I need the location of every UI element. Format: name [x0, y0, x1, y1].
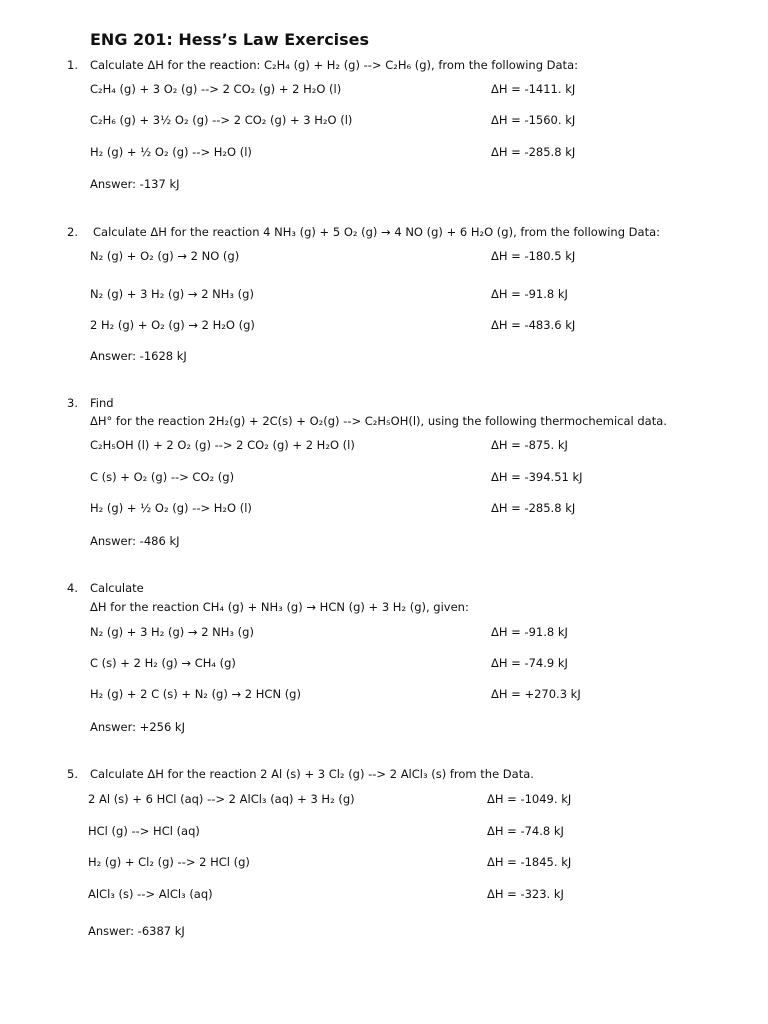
problem-3-dh-3: ΔH = -285.8 kJ — [491, 501, 576, 515]
problem-1-eq-2: C₂H₆ (g) + 3½ O₂ (g) --> 2 CO₂ (g) + 3 H₂O (l) — [90, 113, 353, 127]
problem-2-answer: Answer: -1628 kJ — [90, 349, 187, 363]
problem-3-dh-2: ΔH = -394.51 kJ — [491, 470, 583, 484]
problem-1-dh-2: ΔH = -1560. kJ — [491, 113, 576, 127]
problem-1-prompt: Calculate ΔH for the reaction: C₂H₄ (g) + H₂ (g) --> C₂H₆ (g), from the following Data: — [90, 58, 578, 72]
problem-2-dh-2: ΔH = -91.8 kJ — [491, 287, 568, 301]
problem-3-prompt-2: ΔH° for the reaction 2H₂(g) + 2C(s) + O₂(g) --> C₂H₅OH(l), using the following thermochemical data. — [90, 414, 667, 428]
problem-4-dh-2: ΔH = -74.9 kJ — [491, 656, 568, 670]
problem-1-number: 1. — [67, 58, 78, 72]
problem-1-answer: Answer: -137 kJ — [90, 177, 180, 191]
problem-2-dh-3: ΔH = -483.6 kJ — [491, 318, 576, 332]
problem-4-eq-1: N₂ (g) + 3 H₂ (g) → 2 NH₃ (g) — [90, 625, 254, 639]
problem-4-prompt: Calculate — [90, 581, 144, 595]
problem-5-eq-3: H₂ (g) + Cl₂ (g) --> 2 HCl (g) — [88, 855, 250, 869]
problem-1-dh-1: ΔH = -1411. kJ — [491, 82, 576, 96]
problem-2-dh-1: ΔH = -180.5 kJ — [491, 249, 576, 263]
problem-1-eq-3: H₂ (g) + ½ O₂ (g) --> H₂O (l) — [90, 145, 252, 159]
problem-3-eq-2: C (s) + O₂ (g) --> CO₂ (g) — [90, 470, 235, 484]
problem-4-prompt-2: ΔH for the reaction CH₄ (g) + NH₃ (g) → HCN (g) + 3 H₂ (g), given: — [90, 600, 469, 614]
problem-4-eq-3: H₂ (g) + 2 C (s) + N₂ (g) → 2 HCN (g) — [90, 687, 301, 701]
problem-2-number: 2. — [67, 225, 78, 239]
problem-5-answer: Answer: -6387 kJ — [88, 924, 185, 938]
problem-5-dh-4: ΔH = -323. kJ — [487, 887, 564, 901]
problem-5-eq-4: AlCl₃ (s) --> AlCl₃ (aq) — [88, 887, 213, 901]
problem-4-dh-3: ΔH = +270.3 kJ — [491, 687, 581, 701]
problem-3-prompt: Find — [90, 396, 114, 410]
problem-5-dh-1: ΔH = -1049. kJ — [487, 792, 572, 806]
problem-1-eq-1: C₂H₄ (g) + 3 O₂ (g) --> 2 CO₂ (g) + 2 H₂O (l) — [90, 82, 342, 96]
problem-5-prompt: Calculate ΔH for the reaction 2 Al (s) + 3 Cl₂ (g) --> 2 AlCl₃ (s) from the Data. — [90, 767, 534, 781]
problem-2-prompt: Calculate ΔH for the reaction 4 NH₃ (g) + 5 O₂ (g) → 4 NO (g) + 6 H₂O (g), from the following Data: — [93, 225, 661, 239]
problem-2-eq-1: N₂ (g) + O₂ (g) → 2 NO (g) — [90, 249, 240, 263]
problem-5-eq-2: HCl (g) --> HCl (aq) — [88, 824, 200, 838]
problem-3-dh-1: ΔH = -875. kJ — [491, 438, 568, 452]
problem-1-dh-3: ΔH = -285.8 kJ — [491, 145, 576, 159]
problem-3-eq-1: C₂H₅OH (l) + 2 O₂ (g) --> 2 CO₂ (g) + 2 H₂O (l) — [90, 438, 355, 452]
problem-4-answer: Answer: +256 kJ — [90, 720, 185, 734]
problem-4-eq-2: C (s) + 2 H₂ (g) → CH₄ (g) — [90, 656, 236, 670]
problem-3-answer: Answer: -486 kJ — [90, 534, 180, 548]
problem-5-number: 5. — [67, 767, 78, 781]
problem-3-number: 3. — [67, 396, 78, 410]
problem-5-dh-3: ΔH = -1845. kJ — [487, 855, 572, 869]
problem-2-eq-3: 2 H₂ (g) + O₂ (g) → 2 H₂O (g) — [90, 318, 255, 332]
problem-2-eq-2: N₂ (g) + 3 H₂ (g) → 2 NH₃ (g) — [90, 287, 254, 301]
problem-4-number: 4. — [67, 581, 78, 595]
problem-5-dh-2: ΔH = -74.8 kJ — [487, 824, 564, 838]
problem-5-eq-1: 2 Al (s) + 6 HCl (aq) --> 2 AlCl₃ (aq) + 3 H₂ (g) — [88, 792, 355, 806]
problem-3-eq-3: H₂ (g) + ½ O₂ (g) --> H₂O (l) — [90, 501, 252, 515]
problem-4-dh-1: ΔH = -91.8 kJ — [491, 625, 568, 639]
page-title: ENG 201: Hess’s Law Exercises — [90, 30, 370, 49]
